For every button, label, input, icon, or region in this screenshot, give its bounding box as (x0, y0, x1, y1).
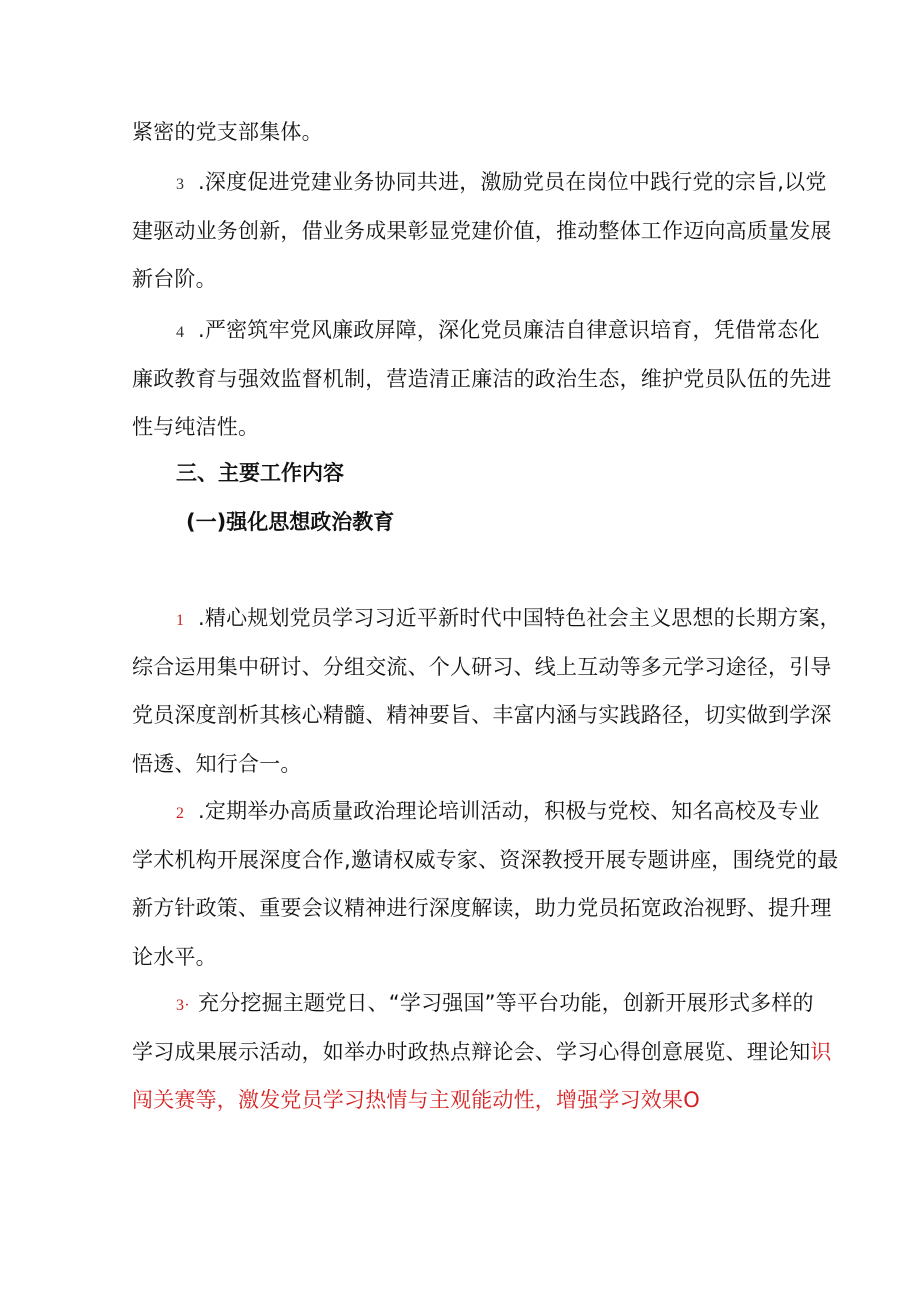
item-number: 3· (176, 997, 190, 1014)
text-line: 新台阶。 (132, 267, 217, 291)
text-line: 学术机构开展深度合作,邀请权威专家、资深教授开展专题讲座，围绕党的最 (132, 847, 839, 872)
text-segment: .定期举办高质量政治理论培训活动，积极与党校、知名高校及专业 (198, 799, 820, 823)
text-segment: .深度促进党建业务协同共进，激励党员在岗位中践行党的宗旨,以党 (198, 170, 827, 194)
text-line: 党员深度剖析其核心精髓、精神要旨、丰富内涵与实践路径，切实做到学深 (132, 703, 832, 727)
item-number: 1 (176, 612, 185, 629)
item-number: 2 (176, 805, 185, 822)
text-line: 综合运用集中研讨、分组交流、个人研习、线上互动等多元学习途径，引导 (132, 654, 832, 679)
text-line: 论水平。 (132, 944, 217, 969)
text-segment: .严密筑牢党风廉政屏障，深化党员廉洁自律意识培育，凭借常态化 (198, 318, 820, 342)
text-line (132, 306, 820, 355)
text-line: 新方针政策、重要会议精神进行深度解读，助力党员拓宽政治视野、提升理 (132, 896, 832, 920)
item-number: 3 (176, 176, 185, 193)
text-line (132, 594, 841, 643)
text-line: 建驱动业务创新，借业务成果彰显党建价值，推动整体工作迈向高质量发展 (132, 218, 832, 243)
paragraph-goal-3 (132, 158, 832, 304)
text-line (132, 979, 814, 1028)
text-segment: 学习成果展示活动，如举办时政热点辩论会、学习心得创意展览、理论知 (132, 1039, 811, 1064)
text-line: 性与纯洁性。 (132, 415, 260, 439)
list-item-2 (132, 787, 839, 981)
paragraph-continuation (132, 108, 802, 157)
subsection-heading: (一)强化思想政治教育 (186, 510, 395, 534)
text-line (132, 787, 820, 836)
paragraph-goal-4 (132, 306, 832, 452)
text-line: 悟透、知行合一。 (132, 751, 302, 776)
text-line (132, 158, 827, 207)
list-item-1 (132, 594, 841, 788)
text-segment: .精心规划党员学习习近平新时代中国特色社会主义思想的长期方案， (198, 606, 841, 630)
item-number: 4 (176, 324, 185, 341)
list-item-3 (132, 979, 832, 1125)
text-line (132, 1028, 832, 1077)
text-line: 廉政教育与强效监督机制，营造清正廉洁的政治生态，维护党员队伍的先进 (132, 366, 832, 391)
section-heading: 三、主要工作内容 (176, 461, 344, 485)
text-line: 紧密的党支部集体。 (132, 120, 323, 144)
highlighted-text: 识 (810, 1039, 832, 1064)
text-segment: 充分挖掘主题党日、“学习强国”等平台功能，创新开展形式多样的 (198, 991, 814, 1015)
highlighted-text-line: 闯关赛等，激发党员学习热情与主观能动性，增强学习效果O (132, 1088, 700, 1112)
